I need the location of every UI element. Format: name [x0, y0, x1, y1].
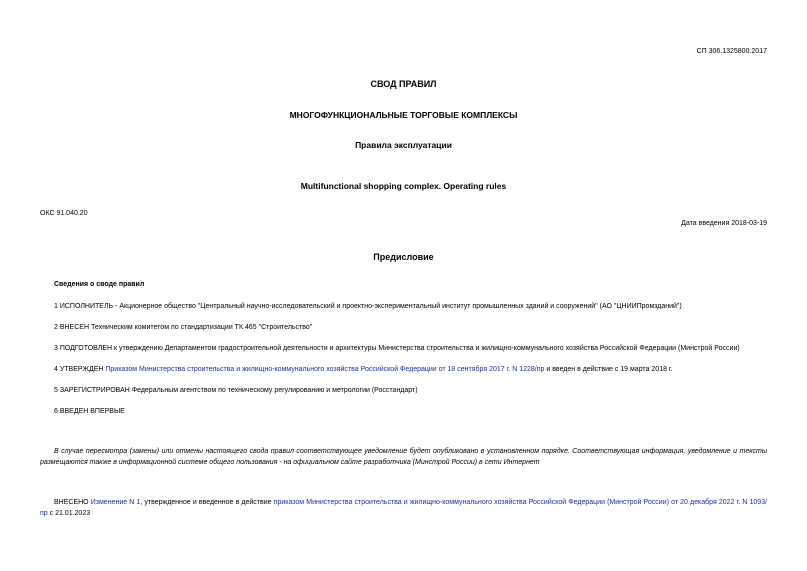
revision-notice: В случае пересмотра (замены) или отмены настоящего свода правил соответствующее уведомление будет опубликовано в установленном порядке. Соответствующая информация, уведомление и тексты размещаются также в информационной системе общего пользования - на официальном сайте разработчика (Минстрой России) в сети Интернет — [40, 448, 767, 466]
preface-item-4 — [54, 366, 673, 373]
document-type-title: СВОД ПРАВИЛ — [370, 79, 437, 89]
english-title: Multifunctional shopping complex. Operating rules — [300, 181, 507, 191]
preface-heading: Предисловие — [373, 252, 434, 262]
preface-item-2: 2 ВНЕСЕН Техническим комитетом по стандартизации ТК 465 "Строительство" — [54, 324, 313, 331]
change-1-link[interactable]: Изменение N 1 — [90, 499, 141, 506]
preface-item-6: 6 ВВЕДЕН ВПЕРВЫЕ — [54, 408, 125, 415]
item-4-suffix: и введен в действие с 19 марта 2018 г. — [544, 366, 673, 373]
approval-order-link[interactable]: Приказом Министерства строительства и жилищно-коммунального хозяйства Российской Федерации от 18 сентября 2017 г. N 1228/пр — [105, 366, 545, 373]
document-name-title: МНОГОФУНКЦИОНАЛЬНЫЕ ТОРГОВЫЕ КОМПЛЕКСЫ — [289, 110, 518, 120]
amendment-prefix: ВНЕСЕНО — [54, 499, 91, 506]
amendment-suffix: с 21.01.2023 — [47, 510, 91, 517]
amendment-middle: , утвержденное и введенное в действие — [140, 499, 274, 506]
introduction-date: Дата введения 2018-03-19 — [681, 220, 767, 227]
amendment-paragraph — [40, 497, 767, 519]
preface-item-5: 5 ЗАРЕГИСТРИРОВАН Федеральным агентством по техническому регулированию и метрологии (Росстандарт) — [54, 387, 418, 394]
oks-code: ОКС 91.040.20 — [40, 210, 88, 217]
preface-item-3: 3 ПОДГОТОВЛЕН к утверждению Департаментом градостроительной деятельности и архитектуры Министерства строительства и жилищно-коммунального хозяйства Российской Федерации (Минстрой России) — [54, 345, 740, 352]
item-4-prefix: 4 УТВЕРЖДЕН — [54, 366, 106, 373]
document-code: СП 306.1325800.2017 — [696, 48, 767, 55]
preface-item-1: 1 ИСПОЛНИТЕЛЬ - Акционерное общество "Центральный научно-исследовательский и проектно-экспериментальный институт промышленных зданий и сооружений" (АО "ЦНИИПромзданий") — [54, 303, 682, 310]
document-subtitle: Правила эксплуатации — [355, 140, 452, 150]
amendment-order-link[interactable]: приказом Министерства строительства и жилищно-коммунального хозяйства Российской Федерации (Минстрой России) от 20 декабря 2022 г. N 1093/пр — [40, 499, 768, 517]
section-heading: Сведения о своде правил — [54, 281, 145, 288]
